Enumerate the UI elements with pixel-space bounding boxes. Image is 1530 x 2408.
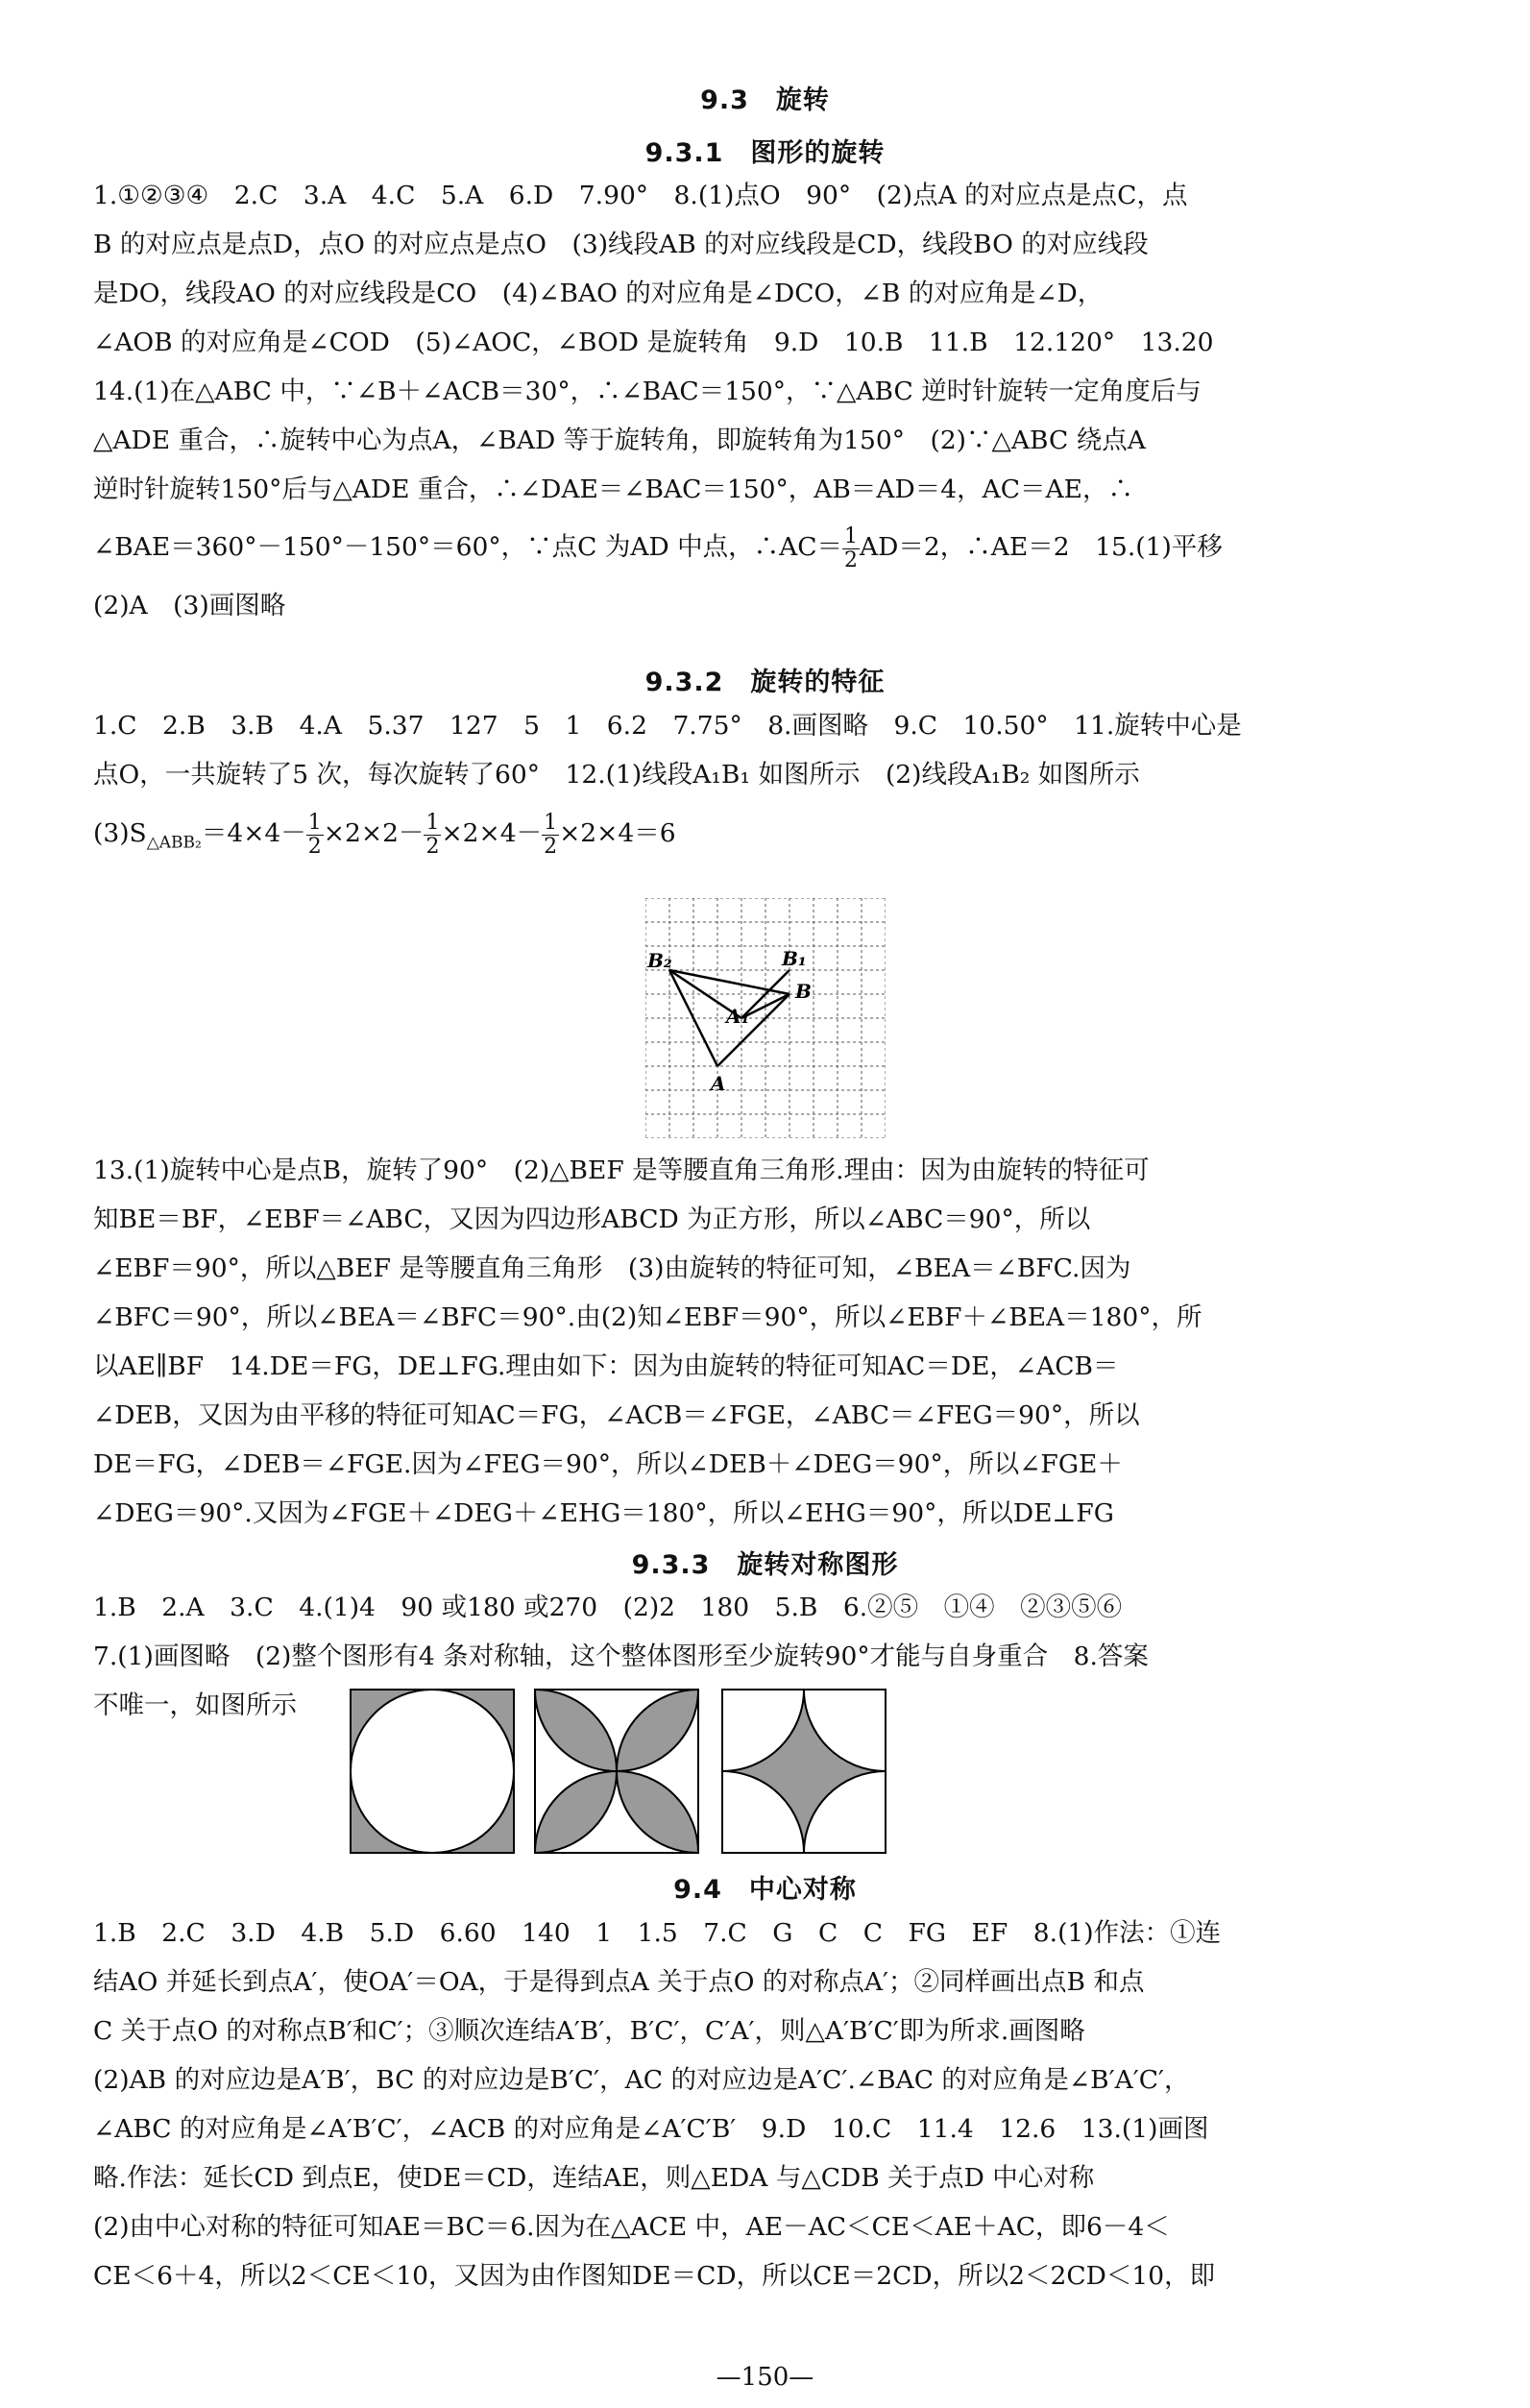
section-heading-9-3-3: 9.3.3 旋转对称图形	[631, 1550, 899, 1580]
symmetric-figure-circle	[350, 1689, 515, 1854]
text-segment: ×2×4－	[441, 818, 543, 848]
text-line: 1.B 2.A 3.C 4.(1)4 90 或180 或270 (2)2 180 5.B 6.②⑤ ①④ ②③⑤⑥	[93, 1593, 1123, 1622]
text-line: ∠EBF＝90°，所以△BEF 是等腰直角三角形 (3)由旋转的特征可知，∠BEA＝∠BFC.因为	[93, 1253, 1131, 1283]
fraction-denominator: 2	[544, 834, 558, 859]
text-line: 知BE＝BF，∠EBF＝∠ABC，又因为四边形ABCD 为正方形，所以∠ABC＝90°，所以	[93, 1204, 1091, 1234]
text-line: 14.(1)在△ABC 中，∵∠B＋∠ACB＝30°，∴∠BAC＝150°，∵△ABC 逆时针旋转一定角度后与	[93, 377, 1202, 406]
label-b: B	[795, 980, 812, 1003]
fraction-half	[306, 812, 324, 859]
text-line: ∠ABC 的对应角是∠A′B′C′，∠ACB 的对应角是∠A′C′B′ 9.D 10.C 11.4 12.6 13.(1)画图	[93, 2114, 1209, 2144]
fraction-half	[424, 812, 441, 859]
text-line: 结AO 并延长到点A′，使OA′＝OA，于是得到点A 关于点O 的对称点A′；②同样画出点B 和点	[93, 1967, 1145, 1997]
text-segment: ×2×4＝6	[559, 818, 676, 848]
text-segment: ×2×2－	[323, 818, 425, 848]
fraction-denominator: 2	[425, 834, 440, 859]
text-line: 略.作法：延长CD 到点E，使DE＝CD，连结AE，则△EDA 与△CDB 关于点D 中心对称	[93, 2163, 1095, 2193]
text-line: C 关于点O 的对称点B′和C′；③顺次连结A′B′，B′C′，C′A′，则△A′B′C′即为所求.画图略	[93, 2016, 1085, 2046]
fraction-denominator: 2	[844, 547, 859, 572]
text-segment: ∠BAE＝360°－150°－150°＝60°，∵点C 为AD 中点，∴AC＝	[93, 532, 843, 562]
text-line: 不唯一，如图所示	[93, 1690, 297, 1720]
fraction-half	[842, 525, 860, 572]
text-line: ∠DEG＝90°.又因为∠FGE＋∠DEG＋∠EHG＝180°，所以∠EHG＝90°，所以DE⊥FG	[93, 1498, 1114, 1528]
fraction-denominator: 2	[307, 834, 322, 859]
text-line: 逆时针旋转150°后与△ADE 重合，∴∠DAE＝∠BAC＝150°，AB＝AD＝4，AC＝AE，∴	[93, 474, 1133, 504]
text-line: B 的对应点是点D，点O 的对应点是点O (3)线段AB 的对应线段是CD，线段BO 的对应线段	[93, 230, 1149, 259]
fraction-numerator: 1	[307, 810, 322, 835]
text-line: 1.①②③④ 2.C 3.A 4.C 5.A 6.D 7.90° 8.(1)点O 90° (2)点A 的对应点是点C，点	[93, 181, 1188, 210]
text-line	[93, 514, 1438, 581]
text-line: 1.C 2.B 3.B 4.A 5.37 127 5 1 6.2 7.75° 8.画图略 9.C 10.50° 11.旋转中心是	[93, 711, 1242, 741]
text-segment: AD＝2，∴AE＝2 15.(1)平移	[860, 532, 1223, 562]
answers-9-4	[93, 1909, 1438, 2300]
text-line: 是DO，线段AO 的对应线段是CO (4)∠BAO 的对应角是∠DCO，∠B 的对应角是∠D，	[93, 279, 1104, 308]
text-line: 以AE∥BF 14.DE＝FG，DE⊥FG.理由如下：因为由旋转的特征可知AC＝DE，∠ACB＝	[93, 1351, 1119, 1381]
section-heading-9-3-2: 9.3.2 旋转的特征	[644, 668, 886, 697]
answers-9-3-2-continued	[93, 1146, 1438, 1538]
rotation-grid-figure	[645, 898, 886, 1138]
fraction-numerator: 1	[544, 810, 558, 835]
text-line: ∠AOB 的对应角是∠COD (5)∠AOC，∠BOD 是旋转角 9.D 10.B 11.B 12.120° 13.20	[93, 328, 1214, 357]
text-line: (2)由中心对称的特征可知AE＝BC＝6.因为在△ACE 中，AE－AC＜CE＜AE＋AC，即6－4＜	[93, 2212, 1170, 2242]
page-number: —150—	[716, 2363, 814, 2392]
text-line: 13.(1)旋转中心是点B，旋转了90° (2)△BEF 是等腰直角三角形.理由：因为由旋转的特征可	[93, 1155, 1150, 1185]
text-line: (2)A (3)画图略	[93, 591, 286, 620]
answers-9-3-2	[93, 701, 1438, 877]
text-line: (2)AB 的对应边是A′B′，BC 的对应边是B′C′，AC 的对应边是A′C′.∠BAC 的对应角是∠B′A′C′，	[93, 2065, 1190, 2095]
symmetric-figure-petals	[534, 1689, 699, 1854]
symmetric-figure-star	[721, 1689, 886, 1854]
fraction-numerator: 1	[844, 523, 859, 548]
text-line	[93, 799, 1438, 877]
text-line: 1.B 2.C 3.D 4.B 5.D 6.60 140 1 1.5 7.C G C C FG EF 8.(1)作法：①连	[93, 1918, 1222, 1948]
label-b1: B₁	[782, 947, 807, 970]
section-heading-9-4: 9.4 中心对称	[673, 1875, 857, 1905]
text-line: △ADE 重合，∴旋转中心为点A，∠BAD 等于旋转角，即旋转角为150° (2)∵△ABC 绕点A	[93, 426, 1146, 455]
text-segment: ＝4×4－	[201, 818, 306, 848]
answers-9-3-1	[93, 171, 1438, 630]
fraction-numerator: 1	[425, 810, 440, 835]
text-segment: (3)S	[93, 818, 147, 848]
subscript: △ABB₂	[146, 833, 202, 853]
fraction-half	[542, 812, 559, 859]
section-heading-9-3-1: 9.3.1 图形的旋转	[644, 138, 886, 168]
section-heading-9-3: 9.3 旋转	[700, 85, 830, 115]
text-line: 7.(1)画图略 (2)整个图形有4 条对称轴，这个整体图形至少旋转90°才能与自身重合 8.答案	[93, 1642, 1149, 1671]
label-a1: A₁	[726, 1005, 750, 1028]
text-line: DE＝FG，∠DEB＝∠FGE.因为∠FEG＝90°，所以∠DEB＋∠DEG＝90°，所以∠FGE＋	[93, 1449, 1123, 1479]
text-line: CE＜6＋4，所以2＜CE＜10，又因为由作图知DE＝CD，所以CE＝2CD，所以2＜2CD＜10，即	[93, 2261, 1216, 2291]
text-line: ∠BFC＝90°，所以∠BEA＝∠BFC＝90°.由(2)知∠EBF＝90°，所以∠EBF＋∠BEA＝180°，所	[93, 1302, 1202, 1332]
text-line: 点O，一共旋转了5 次，每次旋转了60° 12.(1)线段A₁B₁ 如图所示 (2)线段A₁B₂ 如图所示	[93, 760, 1140, 790]
label-a: A	[711, 1072, 726, 1095]
label-b2: B₂	[647, 949, 672, 972]
text-line: ∠DEB，又因为由平移的特征可知AC＝FG，∠ACB＝∠FGE，∠ABC＝∠FEG＝90°，所以	[93, 1400, 1140, 1430]
